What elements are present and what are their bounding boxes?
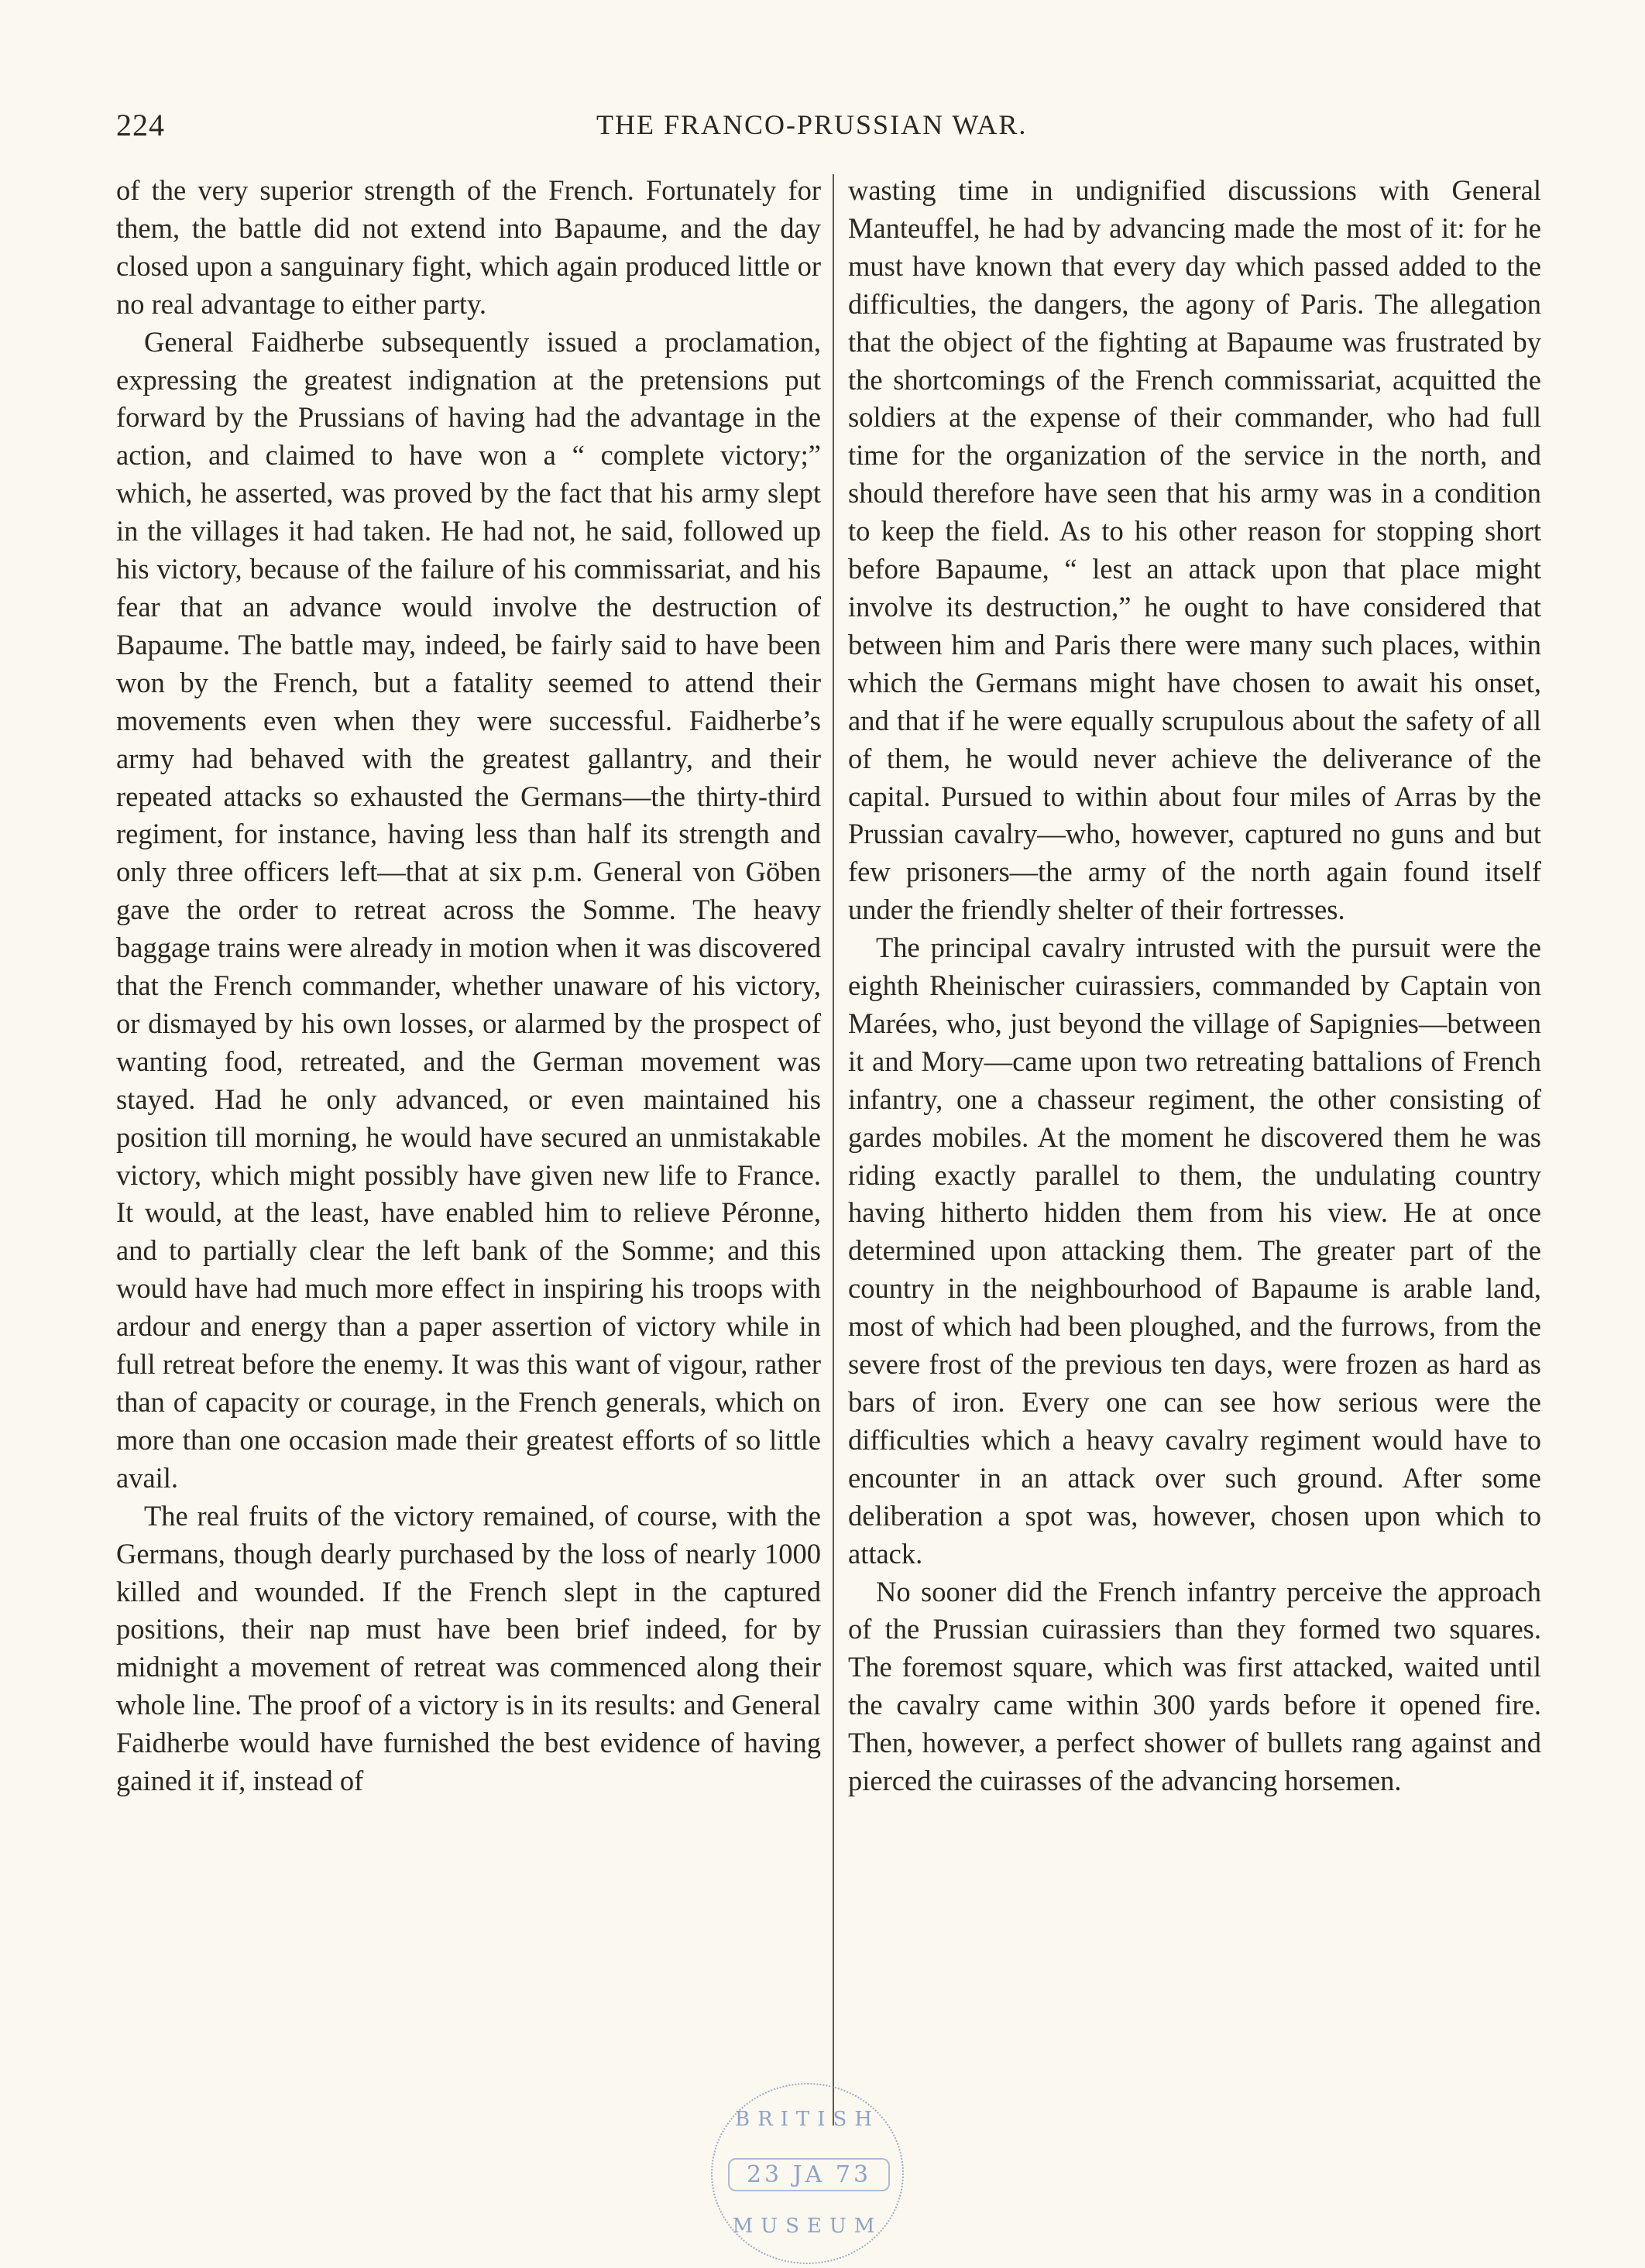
column-divider xyxy=(833,174,834,2126)
paragraph: No sooner did the French infantry perceive the approach of the Prussian cuirassiers than they formed two squares. The foremost square, which was first attacked, waited until the cavalry came within 300 yards before it opened fire. Then, however, a perfect shower of bullets rang against and pierced the cuirasses of the advancing horsemen. xyxy=(848,1575,1541,1797)
paragraph: General Faidherbe subsequently issued a proclamation, expressing the greatest indignation at the pretensions put forward by the Prussians of having had the advantage in the action, and claimed to have won a “ complete victory;” which, he asserted, was proved by the fact that his army slept in the villages it had taken. He had not, he said, followed up his victory, because of the failure of his commissariat, and his fear that an advance would involve the destruction of Bapaume. The battle may, indeed, be fairly said to have been won by the French, but a fatality seemed to attend their movements even when they were successful. Faidherbe’s army had behaved with the greatest gallantry, and their repeated attacks so exhausted the Germans—the thirty-third regiment, for instance, having less than half its strength and only three officers left—that at six p.m. General von Göben gave the order to retreat across the Somme. The heavy baggage trains were already in motion when it was discovered that the French commander, whether unaware of his victory, or dismayed by his own losses, or alarmed by the prospect of wanting food, retreated, and the German movement was stayed. Had he only advanced, or even maintained his position till morning, he would have secured an unmistakable victory, which might possibly have given new life to France. It would, at the least, have enabled him to relieve Péronne, and to partially clear the left bank of the Somme; and this would have had much more effect in inspiring his troops with ardour and energy than a paper assertion of victory while in full retreat before the enemy. It was this want of vigour, rather than of capacity or courage, in the French generals, which on more than one occasion made their greatest efforts of so little avail. xyxy=(116,325,821,1494)
paragraph: The principal cavalry intrusted with the pursuit were the eighth Rheinischer cuirassiers, commanded by Captain von Marées, who, just beyond the village of Sapignies—between it and Mory—came upon two retreating battalions of French infantry, one a chasseur regiment, the other consisting of gardes mobiles. At the moment he discovered them he was riding exactly parallel to them, the undulating country having hitherto hidden them from his view. He at once determined upon attacking them. The greater part of the country in the neighbourhood of Bapaume is arable land, most of which had been ploughed, and the furrows, from the severe frost of the previous ten days, were frozen as hard as bars of iron. Every one can see how serious were the difficulties which a heavy cavalry regiment would have to encounter in an attack over such ground. After some deliberation a spot was, however, chosen upon which to attack. xyxy=(848,932,1541,1570)
stamp-top-text: BRITISH xyxy=(734,2108,881,2131)
page-number: 224 xyxy=(116,108,165,142)
stamp-bottom-text: MUSEUM xyxy=(732,2215,883,2238)
running-title: THE FRANCO-PRUSSIAN WAR. xyxy=(596,109,1028,140)
left-column xyxy=(116,172,821,1800)
right-column xyxy=(848,172,1541,1800)
library-stamp xyxy=(711,2083,904,2264)
stamp-date: 23 JA 73 xyxy=(728,2158,890,2191)
paragraph: of the very superior strength of the French. Fortunately for them, the battle did not extend into Bapaume, and the day closed upon a sanguinary fight, which again produced little or no real advantage to either party. xyxy=(116,174,821,320)
paragraph: The real fruits of the victory remained, of course, with the Germans, though dearly purchased by the loss of nearly 1000 killed and wounded. If the French slept in the captured positions, their nap must have been brief indeed, for by midnight a movement of retreat was commenced along their whole line. The proof of a victory is in its results: and General Faidherbe would have furnished the best evidence of having gained it if, instead of xyxy=(116,1499,821,1797)
paragraph: wasting time in undignified discussions with General Manteuffel, he had by advancing made the most of it: for he must have known that every day which passed added to the difficulties, the dangers, the agony of Paris. The allegation that the object of the fighting at Bapaume was frustrated by the shortcomings of the French commissariat, acquitted the soldiers at the expense of their commander, who had full time for the organization of the service in the north, and should therefore have seen that his army was in a condition to keep the field. As to his other reason for stopping short before Bapaume, “ lest an attack upon that place might involve its destruction,” he ought to have considered that between him and Paris there were many such places, within which the Germans might have chosen to await his onset, and that if he were equally scrupulous about the safety of all of them, he would never achieve the deliverance of the capital. Pursued to within about four miles of Arras by the Prussian cavalry—who, however, captured no guns and but few prisoners—the army of the north again found itself under the friendly shelter of their fortresses. xyxy=(848,174,1541,926)
